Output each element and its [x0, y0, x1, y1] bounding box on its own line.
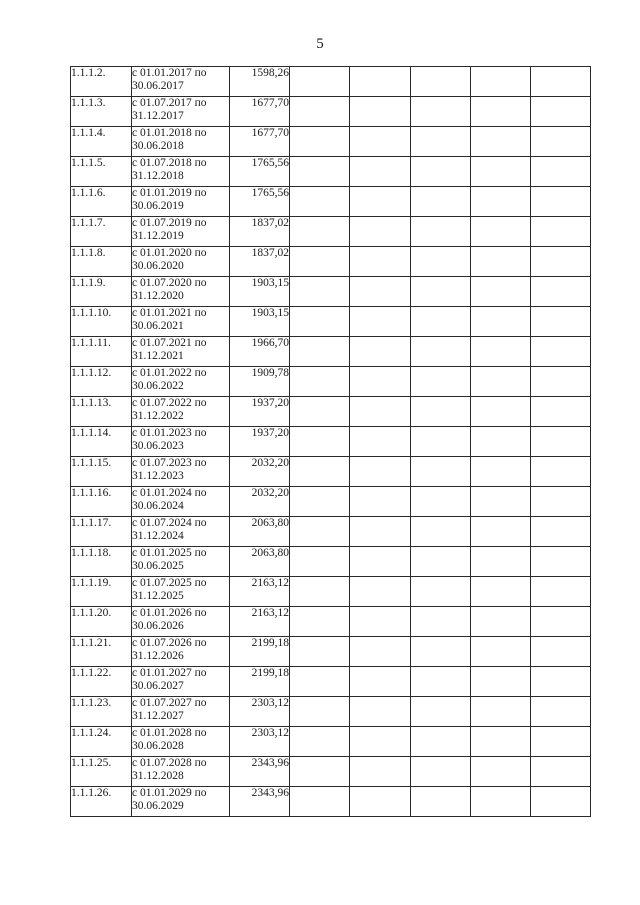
empty-cell — [290, 217, 350, 247]
empty-cell — [531, 427, 591, 457]
period-cell — [132, 757, 230, 787]
period-from-text: с 01.07.2017 по — [132, 97, 207, 109]
empty-cell — [411, 277, 471, 307]
period-from-text: с 01.01.2020 по — [132, 247, 207, 259]
empty-cell — [290, 67, 350, 97]
empty-cell — [411, 367, 471, 397]
period-to-text: 31.12.2022 — [132, 410, 184, 422]
period-from-text: с 01.01.2024 по — [132, 487, 207, 499]
table-row — [71, 457, 591, 487]
empty-cell — [471, 97, 531, 127]
period-from-text: с 01.01.2018 по — [132, 127, 207, 139]
row-number-cell: 1.1.1.12. — [71, 367, 132, 397]
period-from-text: с 01.01.2017 по — [132, 67, 207, 79]
period-to-text: 31.12.2028 — [132, 770, 184, 782]
empty-cell — [411, 97, 471, 127]
period-cell — [132, 727, 230, 757]
empty-cell — [411, 517, 471, 547]
empty-cell — [531, 547, 591, 577]
empty-cell — [411, 727, 471, 757]
period-from-text: с 01.07.2026 по — [132, 637, 207, 649]
empty-cell — [471, 757, 531, 787]
period-to-text: 30.06.2017 — [132, 80, 184, 92]
period-cell — [132, 637, 230, 667]
page-number: 5 — [316, 36, 324, 52]
empty-cell — [471, 187, 531, 217]
tariff-value-cell: 1837,02 — [230, 247, 290, 277]
tariff-value-cell: 2303,12 — [230, 697, 290, 727]
empty-cell — [471, 487, 531, 517]
empty-cell — [350, 637, 411, 667]
empty-cell — [350, 247, 411, 277]
empty-cell — [531, 127, 591, 157]
empty-cell — [290, 127, 350, 157]
empty-cell — [350, 157, 411, 187]
tariff-value-cell: 1937,20 — [230, 397, 290, 427]
tariff-value-cell: 2303,12 — [230, 727, 290, 757]
period-from-text: с 01.01.2028 по — [132, 727, 207, 739]
table-row — [71, 757, 591, 787]
empty-cell — [290, 247, 350, 277]
empty-cell — [350, 727, 411, 757]
row-number-cell: 1.1.1.26. — [71, 787, 132, 817]
empty-cell — [290, 607, 350, 637]
empty-cell — [350, 487, 411, 517]
row-number-cell: 1.1.1.18. — [71, 547, 132, 577]
empty-cell — [290, 277, 350, 307]
empty-cell — [290, 727, 350, 757]
period-from-text: с 01.07.2025 по — [132, 577, 207, 589]
row-number-cell: 1.1.1.2. — [71, 67, 132, 97]
empty-cell — [290, 397, 350, 427]
empty-cell — [471, 547, 531, 577]
empty-cell — [290, 637, 350, 667]
period-to-text: 31.12.2019 — [132, 230, 184, 242]
empty-cell — [411, 667, 471, 697]
row-number-cell: 1.1.1.14. — [71, 427, 132, 457]
row-number-cell: 1.1.1.13. — [71, 397, 132, 427]
empty-cell — [350, 397, 411, 427]
tariff-value-cell: 2063,80 — [230, 517, 290, 547]
empty-cell — [531, 367, 591, 397]
period-from-text: с 01.07.2022 по — [132, 397, 207, 409]
empty-cell — [531, 667, 591, 697]
period-cell — [132, 97, 230, 127]
period-from-text: с 01.07.2018 по — [132, 157, 207, 169]
row-number-cell: 1.1.1.6. — [71, 187, 132, 217]
table-row — [71, 517, 591, 547]
tariff-value-cell: 2032,20 — [230, 487, 290, 517]
empty-cell — [411, 307, 471, 337]
empty-cell — [350, 367, 411, 397]
period-cell — [132, 667, 230, 697]
empty-cell — [471, 277, 531, 307]
table-row — [71, 67, 591, 97]
empty-cell — [350, 217, 411, 247]
empty-cell — [531, 337, 591, 367]
tariff-value-cell: 2343,96 — [230, 757, 290, 787]
empty-cell — [411, 187, 471, 217]
empty-cell — [531, 487, 591, 517]
period-to-text: 30.06.2026 — [132, 620, 184, 632]
period-cell — [132, 307, 230, 337]
tariff-value-cell: 1909,78 — [230, 367, 290, 397]
empty-cell — [290, 157, 350, 187]
period-to-text: 31.12.2025 — [132, 590, 184, 602]
empty-cell — [531, 727, 591, 757]
empty-cell — [290, 307, 350, 337]
empty-cell — [290, 427, 350, 457]
table-row — [71, 397, 591, 427]
table-row — [71, 637, 591, 667]
period-cell — [132, 487, 230, 517]
period-cell — [132, 187, 230, 217]
empty-cell — [290, 97, 350, 127]
tariff-value-cell: 1903,15 — [230, 307, 290, 337]
tariff-value-cell: 1966,70 — [230, 337, 290, 367]
table-row — [71, 697, 591, 727]
empty-cell — [411, 157, 471, 187]
tariff-value-cell: 1677,70 — [230, 127, 290, 157]
period-from-text: с 01.07.2024 по — [132, 517, 207, 529]
tariff-value-cell: 1598,26 — [230, 67, 290, 97]
empty-cell — [290, 187, 350, 217]
table-row — [71, 307, 591, 337]
empty-cell — [471, 637, 531, 667]
tariff-table — [70, 66, 591, 817]
table-row — [71, 247, 591, 277]
empty-cell — [350, 547, 411, 577]
period-cell — [132, 247, 230, 277]
empty-cell — [531, 697, 591, 727]
period-to-text: 30.06.2025 — [132, 560, 184, 572]
row-number-cell: 1.1.1.19. — [71, 577, 132, 607]
row-number-cell: 1.1.1.15. — [71, 457, 132, 487]
period-to-text: 30.06.2028 — [132, 740, 184, 752]
empty-cell — [531, 67, 591, 97]
table-row — [71, 157, 591, 187]
empty-cell — [531, 457, 591, 487]
period-to-text: 31.12.2021 — [132, 350, 184, 362]
table-row — [71, 277, 591, 307]
row-number-cell: 1.1.1.8. — [71, 247, 132, 277]
empty-cell — [290, 577, 350, 607]
empty-cell — [411, 547, 471, 577]
table-row — [71, 127, 591, 157]
empty-cell — [531, 637, 591, 667]
empty-cell — [531, 307, 591, 337]
row-number-cell: 1.1.1.24. — [71, 727, 132, 757]
tariff-value-cell: 1937,20 — [230, 427, 290, 457]
period-to-text: 30.06.2023 — [132, 440, 184, 452]
row-number-cell: 1.1.1.16. — [71, 487, 132, 517]
row-number-cell: 1.1.1.17. — [71, 517, 132, 547]
empty-cell — [471, 517, 531, 547]
empty-cell — [411, 127, 471, 157]
period-from-text: с 01.07.2027 по — [132, 697, 207, 709]
empty-cell — [290, 547, 350, 577]
period-cell — [132, 277, 230, 307]
period-to-text: 30.06.2027 — [132, 680, 184, 692]
table-row — [71, 577, 591, 607]
table-row — [71, 337, 591, 367]
empty-cell — [411, 217, 471, 247]
empty-cell — [411, 457, 471, 487]
empty-cell — [290, 787, 350, 817]
table-row — [71, 487, 591, 517]
empty-cell — [411, 637, 471, 667]
period-cell — [132, 427, 230, 457]
table-row — [71, 427, 591, 457]
period-from-text: с 01.07.2023 по — [132, 457, 207, 469]
empty-cell — [471, 787, 531, 817]
period-cell — [132, 787, 230, 817]
empty-cell — [471, 367, 531, 397]
empty-cell — [290, 367, 350, 397]
period-cell — [132, 577, 230, 607]
empty-cell — [411, 397, 471, 427]
table-row — [71, 607, 591, 637]
period-cell — [132, 337, 230, 367]
empty-cell — [290, 667, 350, 697]
row-number-cell: 1.1.1.10. — [71, 307, 132, 337]
period-from-text: с 01.01.2023 по — [132, 427, 207, 439]
empty-cell — [411, 337, 471, 367]
period-from-text: с 01.01.2026 по — [132, 607, 207, 619]
empty-cell — [531, 277, 591, 307]
tariff-value-cell: 2199,18 — [230, 637, 290, 667]
row-number-cell: 1.1.1.9. — [71, 277, 132, 307]
empty-cell — [350, 67, 411, 97]
table-row — [71, 787, 591, 817]
row-number-cell: 1.1.1.4. — [71, 127, 132, 157]
period-from-text: с 01.07.2019 по — [132, 217, 207, 229]
empty-cell — [531, 187, 591, 217]
row-number-cell: 1.1.1.3. — [71, 97, 132, 127]
empty-cell — [290, 697, 350, 727]
row-number-cell: 1.1.1.7. — [71, 217, 132, 247]
period-to-text: 31.12.2017 — [132, 110, 184, 122]
tariff-value-cell: 2343,96 — [230, 787, 290, 817]
empty-cell — [531, 217, 591, 247]
empty-cell — [350, 697, 411, 727]
row-number-cell: 1.1.1.11. — [71, 337, 132, 367]
empty-cell — [290, 487, 350, 517]
period-cell — [132, 607, 230, 637]
tariff-value-cell: 1765,56 — [230, 157, 290, 187]
empty-cell — [471, 577, 531, 607]
empty-cell — [350, 427, 411, 457]
period-to-text: 31.12.2020 — [132, 290, 184, 302]
empty-cell — [531, 757, 591, 787]
table-row — [71, 667, 591, 697]
empty-cell — [531, 607, 591, 637]
period-cell — [132, 517, 230, 547]
empty-cell — [350, 667, 411, 697]
tariff-table-body — [71, 67, 591, 817]
empty-cell — [290, 457, 350, 487]
empty-cell — [411, 607, 471, 637]
period-to-text: 30.06.2022 — [132, 380, 184, 392]
empty-cell — [531, 517, 591, 547]
empty-cell — [411, 427, 471, 457]
period-cell — [132, 67, 230, 97]
period-to-text: 31.12.2027 — [132, 710, 184, 722]
empty-cell — [411, 487, 471, 517]
period-to-text: 30.06.2018 — [132, 140, 184, 152]
period-from-text: с 01.07.2028 по — [132, 757, 207, 769]
row-number-cell: 1.1.1.23. — [71, 697, 132, 727]
period-to-text: 31.12.2018 — [132, 170, 184, 182]
period-to-text: 30.06.2021 — [132, 320, 184, 332]
empty-cell — [411, 247, 471, 277]
period-cell — [132, 217, 230, 247]
empty-cell — [531, 577, 591, 607]
period-cell — [132, 547, 230, 577]
empty-cell — [471, 427, 531, 457]
empty-cell — [350, 337, 411, 367]
empty-cell — [350, 577, 411, 607]
period-to-text: 30.06.2020 — [132, 260, 184, 272]
empty-cell — [350, 127, 411, 157]
empty-cell — [531, 97, 591, 127]
period-to-text: 31.12.2024 — [132, 530, 184, 542]
empty-cell — [471, 397, 531, 427]
tariff-value-cell: 1765,56 — [230, 187, 290, 217]
tariff-value-cell: 2063,80 — [230, 547, 290, 577]
empty-cell — [471, 157, 531, 187]
empty-cell — [411, 697, 471, 727]
period-cell — [132, 157, 230, 187]
period-to-text: 30.06.2019 — [132, 200, 184, 212]
tariff-value-cell: 2163,12 — [230, 607, 290, 637]
table-row — [71, 547, 591, 577]
empty-cell — [411, 787, 471, 817]
empty-cell — [531, 157, 591, 187]
period-cell — [132, 397, 230, 427]
empty-cell — [350, 307, 411, 337]
empty-cell — [350, 787, 411, 817]
row-number-cell: 1.1.1.21. — [71, 637, 132, 667]
empty-cell — [350, 277, 411, 307]
empty-cell — [350, 97, 411, 127]
empty-cell — [471, 697, 531, 727]
empty-cell — [471, 667, 531, 697]
period-from-text: с 01.01.2019 по — [132, 187, 207, 199]
period-cell — [132, 457, 230, 487]
empty-cell — [471, 607, 531, 637]
period-cell — [132, 697, 230, 727]
empty-cell — [290, 337, 350, 367]
empty-cell — [350, 457, 411, 487]
empty-cell — [350, 757, 411, 787]
period-cell — [132, 127, 230, 157]
empty-cell — [350, 517, 411, 547]
empty-cell — [471, 727, 531, 757]
row-number-cell: 1.1.1.25. — [71, 757, 132, 787]
empty-cell — [411, 757, 471, 787]
empty-cell — [531, 397, 591, 427]
table-row — [71, 97, 591, 127]
period-to-text: 31.12.2026 — [132, 650, 184, 662]
tariff-value-cell: 2032,20 — [230, 457, 290, 487]
empty-cell — [350, 187, 411, 217]
empty-cell — [350, 607, 411, 637]
period-from-text: с 01.01.2027 по — [132, 667, 207, 679]
tariff-value-cell: 1903,15 — [230, 277, 290, 307]
period-to-text: 31.12.2023 — [132, 470, 184, 482]
period-from-text: с 01.01.2029 по — [132, 787, 207, 799]
period-cell — [132, 367, 230, 397]
empty-cell — [471, 457, 531, 487]
period-to-text: 30.06.2024 — [132, 500, 184, 512]
empty-cell — [531, 787, 591, 817]
row-number-cell: 1.1.1.20. — [71, 607, 132, 637]
period-from-text: с 01.07.2020 по — [132, 277, 207, 289]
empty-cell — [411, 577, 471, 607]
empty-cell — [531, 247, 591, 277]
period-from-text: с 01.07.2021 по — [132, 337, 207, 349]
tariff-value-cell: 2199,18 — [230, 667, 290, 697]
table-row — [71, 217, 591, 247]
empty-cell — [471, 67, 531, 97]
table-row — [71, 727, 591, 757]
table-row — [71, 187, 591, 217]
empty-cell — [471, 247, 531, 277]
row-number-cell: 1.1.1.22. — [71, 667, 132, 697]
table-row — [71, 367, 591, 397]
period-from-text: с 01.01.2022 по — [132, 367, 207, 379]
empty-cell — [471, 307, 531, 337]
empty-cell — [471, 127, 531, 157]
empty-cell — [290, 517, 350, 547]
period-from-text: с 01.01.2025 по — [132, 547, 207, 559]
empty-cell — [471, 217, 531, 247]
tariff-value-cell: 1837,02 — [230, 217, 290, 247]
empty-cell — [471, 337, 531, 367]
period-from-text: с 01.01.2021 по — [132, 307, 207, 319]
row-number-cell: 1.1.1.5. — [71, 157, 132, 187]
empty-cell — [290, 757, 350, 787]
tariff-value-cell: 2163,12 — [230, 577, 290, 607]
period-to-text: 30.06.2029 — [132, 800, 184, 812]
tariff-value-cell: 1677,70 — [230, 97, 290, 127]
empty-cell — [411, 67, 471, 97]
